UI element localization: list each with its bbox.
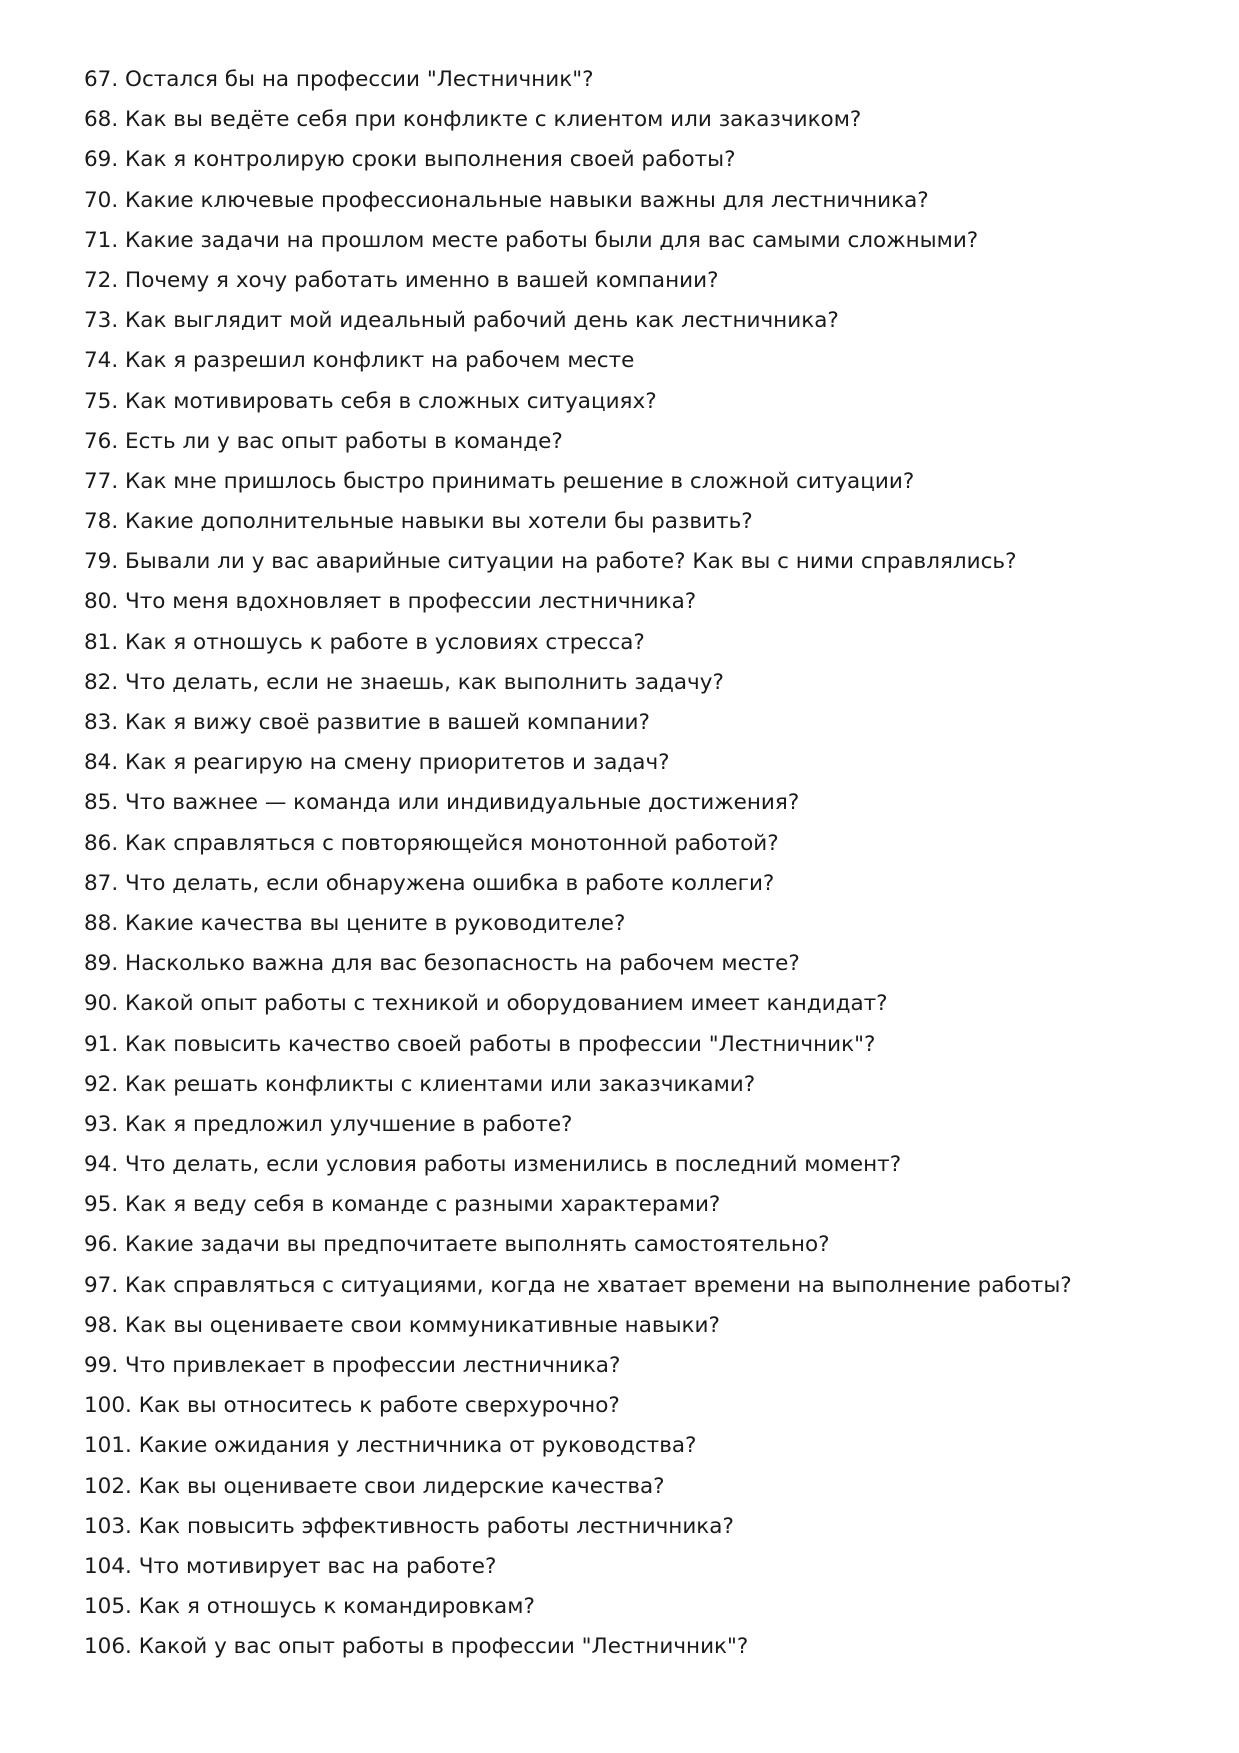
question-item: 90. Какой опыт работы с техникой и оборудованием имеет кандидат? — [84, 991, 888, 1017]
question-item: 86. Как справляться с повторяющейся монотонной работой? — [84, 830, 779, 856]
question-item: 96. Какие задачи вы предпочитаете выполнять самостоятельно? — [84, 1232, 830, 1258]
question-item: 93. Как я предложил улучшение в работе? — [84, 1111, 573, 1137]
question-list — [84, 60, 1184, 1668]
question-item: 77. Как мне пришлось быстро принимать решение в сложной ситуации? — [84, 468, 915, 494]
question-item: 70. Какие ключевые профессиональные навыки важны для лестничника? — [84, 187, 929, 213]
question-item: 79. Бывали ли у вас аварийные ситуации на работе? Как вы с ними справлялись? — [84, 549, 1017, 575]
question-item: 91. Как повысить качество своей работы в профессии "Лестничник"? — [84, 1031, 876, 1057]
question-item: 89. Насколько важна для вас безопасность на рабочем месте? — [84, 951, 800, 977]
question-item: 103. Как повысить эффективность работы лестничника? — [84, 1513, 734, 1539]
question-item: 71. Какие задачи на прошлом месте работы были для вас самыми сложными? — [84, 227, 979, 253]
question-item: 84. Как я реагирую на смену приоритетов и задач? — [84, 750, 670, 776]
question-item: 97. Как справляться с ситуациями, когда не хватает времени на выполнение работы? — [84, 1272, 1072, 1298]
question-item: 105. Как я отношусь к командировкам? — [84, 1594, 535, 1620]
question-item: 67. Остался бы на профессии "Лестничник"? — [84, 67, 594, 92]
question-item: 74. Как я разрешил конфликт на рабочем месте — [84, 348, 635, 374]
question-item: 73. Как выглядит мой идеальный рабочий день как лестничника? — [84, 308, 839, 334]
question-item: 72. Почему я хочу работать именно в вашей компании? — [84, 267, 719, 293]
question-item: 82. Что делать, если не знаешь, как выполнить задачу? — [84, 669, 724, 695]
question-item: 75. Как мотивировать себя в сложных ситуациях? — [84, 388, 657, 414]
question-item: 88. Какие качества вы цените в руководителе? — [84, 910, 626, 936]
question-item: 94. Что делать, если условия работы изменились в последний момент? — [84, 1152, 902, 1178]
question-item: 106. Какой у вас опыт работы в профессии "Лестничник"? — [84, 1634, 749, 1660]
question-item: 68. Как вы ведёте себя при конфликте с клиентом или заказчиком? — [84, 107, 862, 133]
question-item: 102. Как вы оцениваете свои лидерские качества? — [84, 1473, 665, 1499]
question-item: 81. Как я отношусь к работе в условиях стресса? — [84, 629, 645, 655]
question-item: 85. Что важнее — команда или индивидуальные достижения? — [84, 790, 800, 816]
question-item: 98. Как вы оцениваете свои коммуникативные навыки? — [84, 1312, 720, 1338]
question-item: 80. Что меня вдохновляет в профессии лестничника? — [84, 589, 697, 615]
question-item: 99. Что привлекает в профессии лестничника? — [84, 1353, 621, 1378]
question-item: 83. Как я вижу своё развитие в вашей компании? — [84, 710, 650, 735]
question-item: 87. Что делать, если обнаружена ошибка в работе коллеги? — [84, 870, 775, 896]
question-item: 95. Как я веду себя в команде с разными характерами? — [84, 1192, 721, 1218]
question-item: 78. Какие дополнительные навыки вы хотели бы развить? — [84, 509, 753, 535]
question-item: 100. Как вы относитесь к работе сверхурочно? — [84, 1393, 620, 1419]
question-item: 69. Как я контролирую сроки выполнения своей работы? — [84, 147, 736, 173]
question-item: 76. Есть ли у вас опыт работы в команде? — [84, 428, 563, 454]
question-item: 92. Как решать конфликты с клиентами или заказчиками? — [84, 1071, 756, 1097]
question-item: 101. Какие ожидания у лестничника от руководства? — [84, 1433, 697, 1459]
question-item: 104. Что мотивирует вас на работе? — [84, 1553, 497, 1579]
